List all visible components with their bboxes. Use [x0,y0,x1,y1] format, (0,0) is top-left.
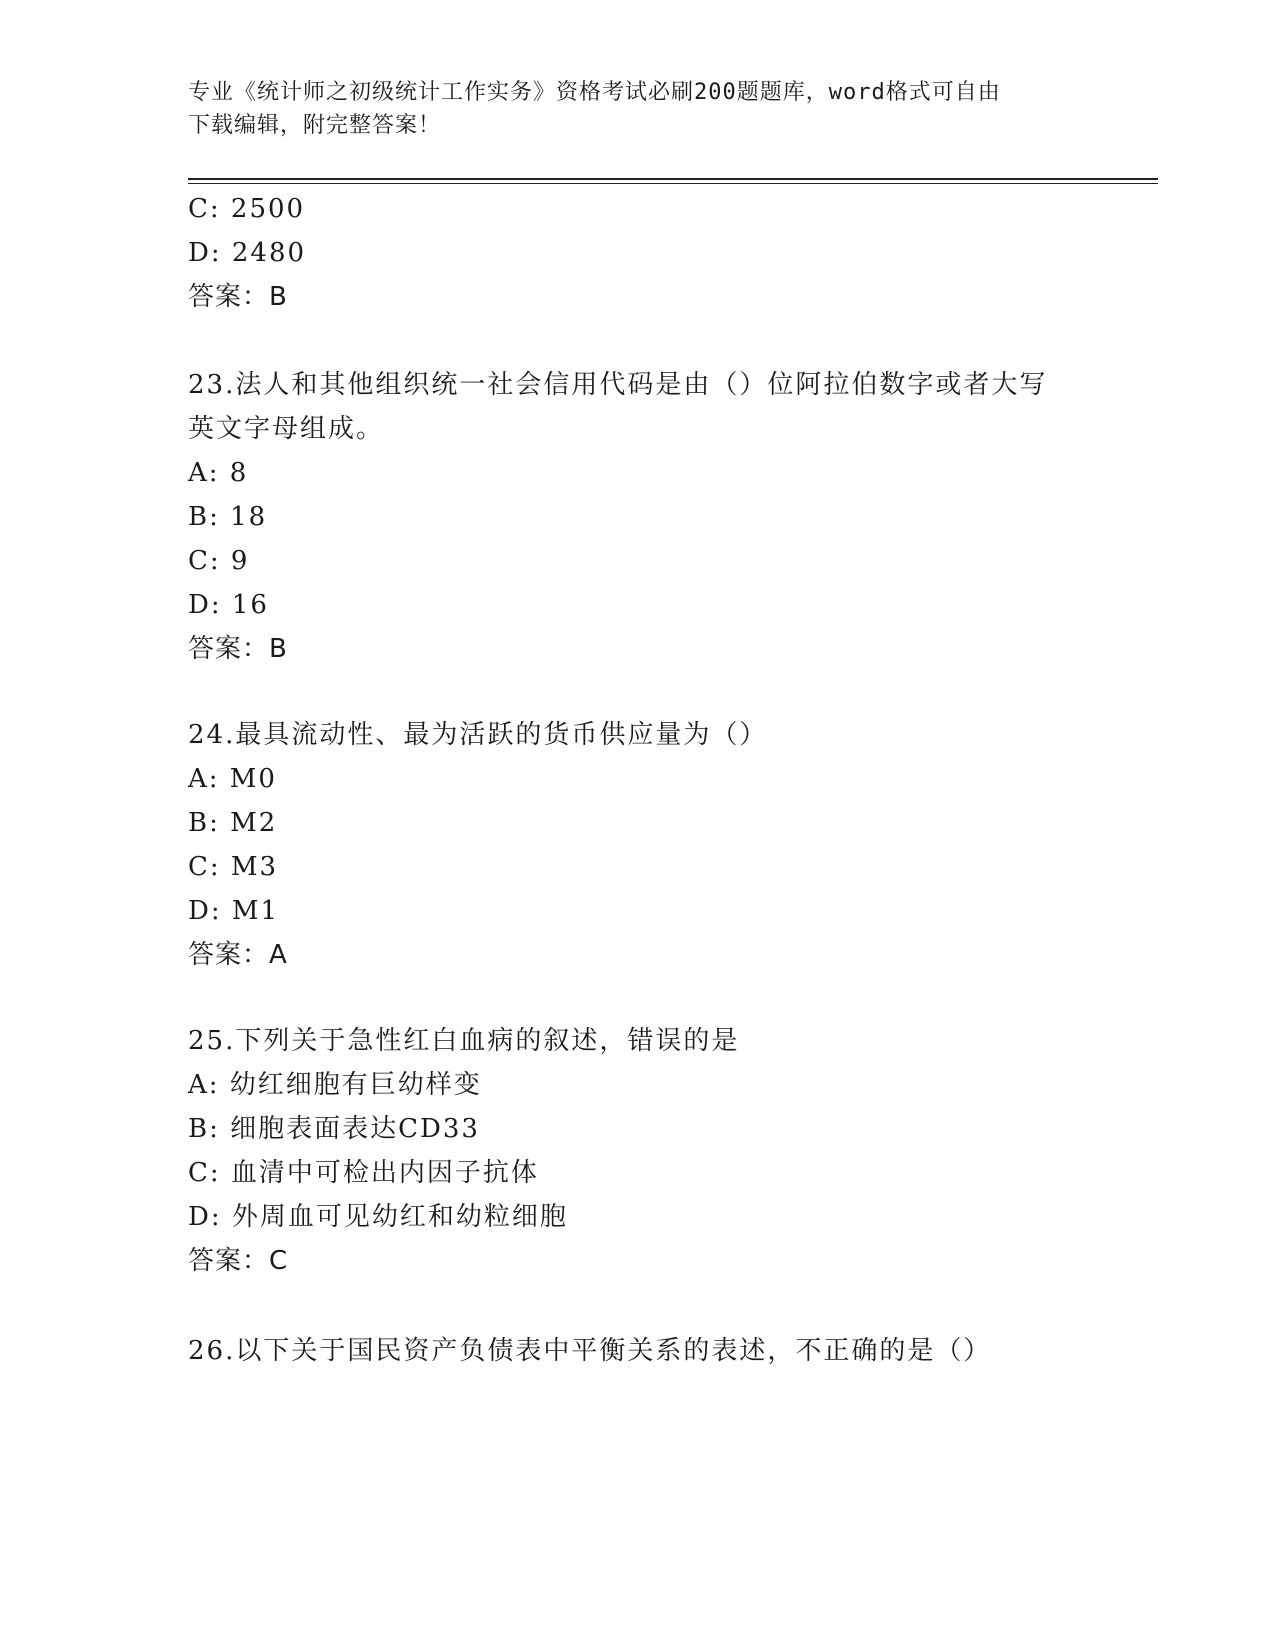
question-25-option-a: A: 幼红细胞有巨幼样变 [188,1070,482,1100]
question-23-option-d: D: 16 [188,590,269,620]
header-divider-thick [188,178,1158,180]
question-23-option-b: B: 18 [188,502,268,532]
question-24-option-d: D: M1 [188,896,280,926]
document-header [188,76,1088,142]
question-23-option-c: C: 9 [188,546,250,576]
question-25-answer: 答案：C [188,1246,289,1276]
question-24-option-a: A: M0 [188,764,277,794]
question-23-answer: 答案：B [188,634,288,664]
header-line-1: 专业《统计师之初级统计工作实务》资格考试必刷200题题库，word格式可自由 [188,80,1001,105]
question-26: 26.以下关于国民资产负债表中平衡关系的表述，不正确的是（） [188,1336,992,1366]
option-c-prev: C: 2500 [188,194,306,224]
question-24-answer: 答案：A [188,940,288,970]
question-25-option-d: D: 外周血可见幼红和幼粒细胞 [188,1202,568,1232]
question-24-option-c: C: M3 [188,852,279,882]
question-25-option-b: B: 细胞表面表达CD33 [188,1114,480,1144]
question-23-option-a: A: 8 [188,458,249,488]
question-23-line-1: 23.法人和其他组织统一社会信用代码是由（）位阿拉伯数字或者大写 [188,370,1048,400]
question-24: 24.最具流动性、最为活跃的货币供应量为（） [188,720,768,750]
option-d-prev: D: 2480 [188,238,307,268]
header-divider-thin [188,183,1158,184]
question-25-option-c: C: 血清中可检出内因子抗体 [188,1158,539,1188]
question-23-line-2: 英文字母组成。 [188,414,385,444]
question-24-option-b: B: M2 [188,808,278,838]
answer-prev: 答案：B [188,282,288,312]
question-25: 25.下列关于急性红白血病的叙述，错误的是 [188,1026,740,1056]
header-line-2: 下载编辑，附完整答案！ [188,113,442,138]
